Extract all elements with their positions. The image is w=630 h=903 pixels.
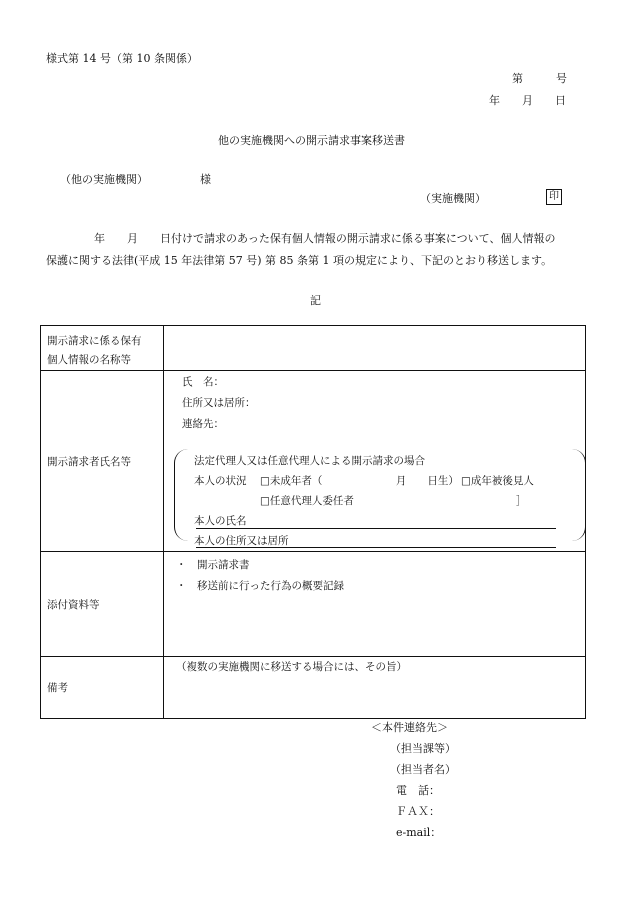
form-number: 様式第 14 号（第 10 条関係） [46,52,198,65]
addressee-org: （他の実施機関） [60,173,148,186]
table-row [41,552,586,657]
name-info-label-line1: 開示請求に係る保有 [47,335,142,347]
contact-title: ＜本件連絡先＞ [371,721,448,734]
body-line-2: 保護に関する法律(平成 15 年法律第 57 号) 第 85 条第 1 項の規定により、下記のとおり移送します。 [46,254,553,267]
document-date: 年 月 日 [489,94,566,107]
principal-address-line[interactable] [196,547,556,548]
agent-case-heading: 法定代理人又は任意代理人による開示請求の場合 [194,455,425,467]
requester-address[interactable]: 住所又は居所： [182,397,256,409]
name-info-cell[interactable] [164,326,586,371]
ki-heading: 記 [310,294,321,307]
requester-cell [164,371,586,552]
body-line-1: 年 月 日付けで請求のあった保有個人情報の開示請求に係る事案について、個人情報の [94,232,556,245]
page-title: 他の実施機関への開示請求事案移送書 [218,134,405,147]
contact-fax: ＦＡＸ： [396,805,440,818]
principal-status-label: 本人の状況 [194,475,247,487]
contact-tel: 電 話： [396,784,440,797]
principal-address-label: 本人の住所又は居所 [194,535,289,547]
document-number: 第 号 [512,72,567,85]
remarks-cell[interactable] [164,657,586,719]
adult-ward-checkbox[interactable]: □成年被後見人 [461,475,534,487]
requester-label: 開示請求者氏名等 [41,371,164,552]
attachments-label: 添付資料等 [41,552,164,657]
remarks-note: （複数の実施機関に移送する場合には、その旨） [176,661,407,673]
attachments-cell [164,552,586,657]
sender-org: （実施機関） [420,192,486,205]
transfer-table [40,325,586,719]
requester-contact[interactable]: 連絡先： [182,418,224,430]
attachment-item: ・ 開示請求書 [176,559,250,571]
principal-name-line[interactable] [196,528,556,529]
name-info-label-line2: 個人情報の名称等 [47,354,131,366]
contact-dept: （担当課等） [390,742,456,755]
remarks-label: 備考 [41,657,164,719]
close-bracket: ］ [516,495,527,507]
attachment-item: ・ 移送前に行った行為の概要記録 [176,580,344,592]
minor-checkbox[interactable]: □未成年者（ 月 日生） [260,475,459,487]
principal-name-label: 本人の氏名 [194,515,247,527]
agent-delegator-checkbox[interactable]: □任意代理人委任者 [260,495,354,507]
table-row [41,326,586,371]
seal-stamp: 印 [546,189,562,205]
name-info-label [41,326,164,371]
contact-email: e-mail： [396,826,442,839]
addressee-honorific: 様 [200,173,211,186]
table-row [41,657,586,719]
contact-person: （担当者名） [390,763,456,776]
table-row [41,371,586,552]
requester-name[interactable]: 氏 名： [182,376,224,388]
